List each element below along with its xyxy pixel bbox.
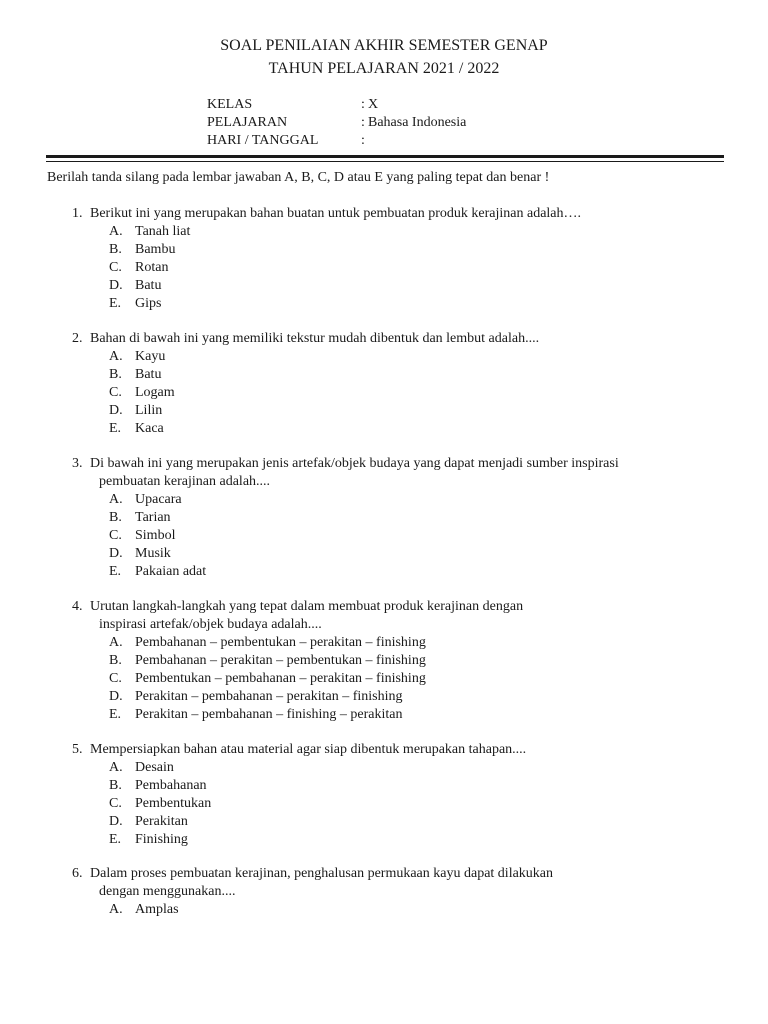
option-text: Batu xyxy=(135,278,162,293)
question-text: Bahan di bawah ini yang memiliki tekstur mudah dibentuk dan lembut adalah.... xyxy=(90,331,540,346)
info-row-pelajaran xyxy=(207,114,527,132)
option-text: Kaca xyxy=(135,421,164,436)
exam-academic-year: TAHUN PELAJARAN 2021 / 2022 xyxy=(268,60,500,77)
question-text: Di bawah ini yang merupakan jenis artefak/objek budaya yang dapat menjadi sumber inspirasi xyxy=(90,456,619,471)
option-text: Upacara xyxy=(135,492,182,507)
option-text: Pakaian adat xyxy=(135,564,207,579)
question-text-continued: pembuatan kerajinan adalah.... xyxy=(99,474,271,489)
info-row-kelas xyxy=(207,96,527,114)
option-text: Pembahanan – pembentukan – perakitan – finishing xyxy=(135,635,426,650)
option-letter: A. xyxy=(109,635,123,650)
option-text: Tarian xyxy=(135,510,171,525)
option-text: Perakitan xyxy=(135,814,188,829)
header-divider-thick xyxy=(46,155,724,158)
question-number: 2. xyxy=(72,331,83,346)
option-letter: A. xyxy=(109,224,123,239)
question-text: Mempersiapkan bahan atau material agar siap dibentuk merupakan tahapan.... xyxy=(90,742,527,757)
option-text: Pembahanan xyxy=(135,778,207,793)
option-text: Perakitan – pembahanan – finishing – perakitan xyxy=(135,707,403,722)
question-text-continued: inspirasi artefak/objek budaya adalah.... xyxy=(99,617,322,632)
exam-info-block xyxy=(207,96,527,150)
question-number: 5. xyxy=(72,742,83,757)
option-letter: E. xyxy=(109,832,122,847)
question-text: Dalam proses pembuatan kerajinan, penghalusan permukaan kayu dapat dilakukan xyxy=(90,866,554,881)
question-number: 4. xyxy=(72,599,83,614)
option-text: Batu xyxy=(135,367,162,382)
option-text: Musik xyxy=(135,546,171,561)
option-text: Gips xyxy=(135,296,162,311)
info-label: HARI / TANGGAL xyxy=(207,133,319,148)
option-letter: A. xyxy=(109,349,123,364)
option-text: Simbol xyxy=(135,528,176,543)
exam-title: SOAL PENILAIAN AKHIR SEMESTER GENAP xyxy=(220,37,548,54)
option-letter: D. xyxy=(109,546,123,561)
option-text: Desain xyxy=(135,760,174,775)
option-letter: D. xyxy=(109,814,123,829)
option-letter: E. xyxy=(109,421,122,436)
option-letter: D. xyxy=(109,403,123,418)
info-value: X xyxy=(368,97,379,112)
info-separator: : xyxy=(361,115,365,130)
option-text: Pembentukan – pembahanan – perakitan – finishing xyxy=(135,671,426,686)
option-letter: D. xyxy=(109,278,123,293)
option-letter: B. xyxy=(109,242,122,257)
option-letter: A. xyxy=(109,760,123,775)
option-letter: B. xyxy=(109,367,122,382)
option-letter: C. xyxy=(109,260,122,275)
info-label: KELAS xyxy=(207,97,253,112)
question-number: 6. xyxy=(72,866,83,881)
option-text: Tanah liat xyxy=(135,224,191,239)
option-letter: E. xyxy=(109,564,122,579)
option-text: Logam xyxy=(135,385,175,400)
option-letter: B. xyxy=(109,510,122,525)
exam-instruction: Berilah tanda silang pada lembar jawaban A, B, C, D atau E yang paling tepat dan benar ! xyxy=(47,170,550,185)
question-number: 3. xyxy=(72,456,83,471)
option-text: Kayu xyxy=(135,349,166,364)
option-letter: C. xyxy=(109,796,122,811)
info-separator: : xyxy=(361,97,365,112)
option-text: Amplas xyxy=(135,902,179,917)
option-letter: A. xyxy=(109,492,123,507)
question-text: Urutan langkah-langkah yang tepat dalam membuat produk kerajinan dengan xyxy=(90,599,524,614)
option-letter: C. xyxy=(109,671,122,686)
option-text: Lilin xyxy=(135,403,163,418)
option-letter: E. xyxy=(109,707,122,722)
option-text: Perakitan – pembahanan – perakitan – finishing xyxy=(135,689,403,704)
question-text: Berikut ini yang merupakan bahan buatan untuk pembuatan produk kerajinan adalah…. xyxy=(90,206,582,221)
info-row-hari-tanggal xyxy=(207,132,527,150)
option-text: Bambu xyxy=(135,242,176,257)
option-text: Pembahanan – perakitan – pembentukan – finishing xyxy=(135,653,426,668)
info-separator: : xyxy=(361,133,365,148)
option-text: Rotan xyxy=(135,260,169,275)
option-letter: D. xyxy=(109,689,123,704)
option-letter: C. xyxy=(109,385,122,400)
option-letter: E. xyxy=(109,296,122,311)
question-text-continued: dengan menggunakan.... xyxy=(99,884,236,899)
option-letter: C. xyxy=(109,528,122,543)
option-letter: A. xyxy=(109,902,123,917)
info-label: PELAJARAN xyxy=(207,115,288,130)
option-letter: B. xyxy=(109,653,122,668)
option-text: Finishing xyxy=(135,832,188,847)
header-divider-thin xyxy=(46,161,724,162)
option-text: Pembentukan xyxy=(135,796,212,811)
option-letter: B. xyxy=(109,778,122,793)
info-value: Bahasa Indonesia xyxy=(368,115,467,130)
question-number: 1. xyxy=(72,206,83,221)
